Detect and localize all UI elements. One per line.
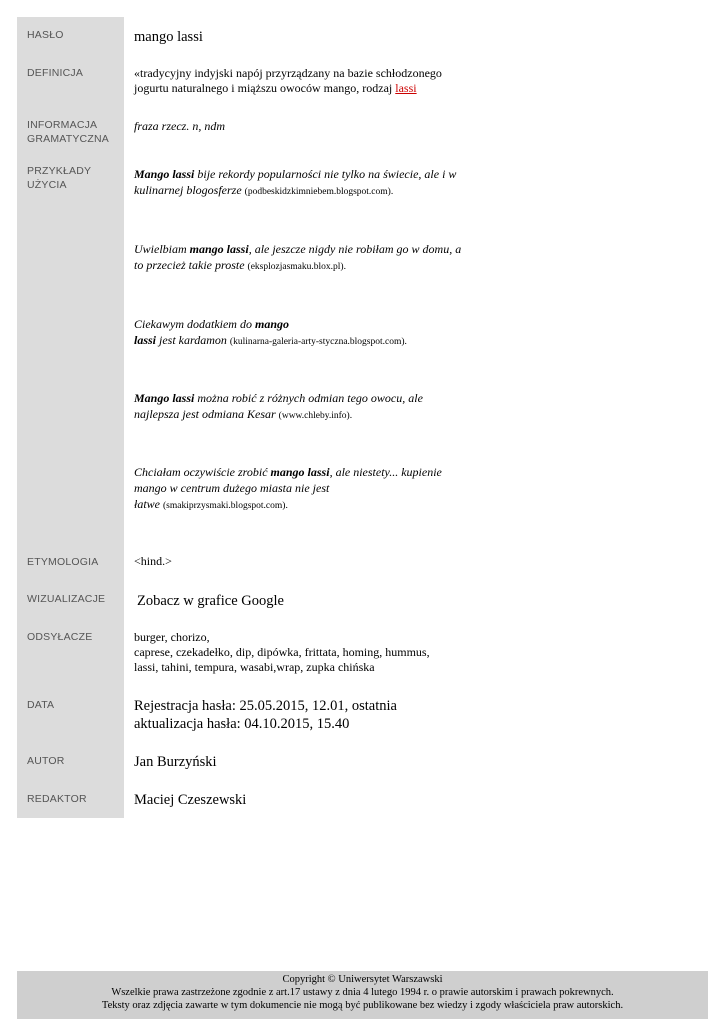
example-5-text-c: mango w centrum dużego miasta nie jest bbox=[134, 481, 330, 495]
definition-line-1: «tradycyjny indyjski napój przyrządzany na bazie schłodzonego bbox=[134, 66, 442, 80]
example-4-text-b: najlepsza jest odmiana Kesar bbox=[134, 407, 279, 421]
example-2-text-a: Uwielbiam bbox=[134, 242, 190, 256]
label-wizualizacje: WIZUALIZACJE bbox=[27, 593, 106, 605]
label-autor: AUTOR bbox=[27, 755, 65, 767]
footer-rights: Wszelkie prawa zastrzeżone zgodnie z art.17 ustawy z dnia 4 lutego 1994 r. o prawie autorskim i prawach pokrewnych. bbox=[111, 987, 614, 998]
example-3-text-b: jest kardamon bbox=[156, 333, 230, 347]
example-2-end: . bbox=[343, 262, 346, 272]
footer-copyright: Copyright © Uniwersytet Warszawski bbox=[282, 974, 443, 985]
cross-references-line-2: caprese, czekadełko, dip, dipówka, frittata, homing, hummus, bbox=[134, 645, 430, 659]
example-3-end: . bbox=[404, 337, 407, 347]
example-5-text-a: Chciałam oczywiście zrobić bbox=[134, 465, 271, 479]
registration-date: Rejestracja hasła: 25.05.2015, 12.01, ostatnia bbox=[134, 698, 397, 714]
label-przyklady-line-2: UŻYCIA bbox=[27, 179, 67, 191]
example-4 bbox=[134, 390, 474, 424]
example-2 bbox=[134, 241, 474, 275]
lassi-link[interactable]: lassi bbox=[395, 81, 417, 95]
label-redaktor: REDAKTOR bbox=[27, 793, 87, 805]
example-1-text-a: bije rekordy popularności nie tylko na świecie, ale i w bbox=[194, 167, 457, 181]
label-odsylacze: ODSYŁACZE bbox=[27, 631, 93, 643]
definition bbox=[134, 66, 474, 96]
example-2-source: (eksplozjasmaku.blox.pl) bbox=[247, 262, 344, 272]
etymology: <hind.> bbox=[134, 554, 172, 568]
example-3 bbox=[134, 316, 474, 350]
example-4-term: Mango lassi bbox=[134, 391, 195, 405]
label-informacja-gramatyczna bbox=[27, 118, 122, 146]
label-przyklady-uzycia bbox=[27, 164, 122, 192]
definition-text: jogurtu naturalnego i miąższu owoców mango, rodzaj bbox=[134, 81, 396, 95]
example-5-text-b: , ale niestety... kupienie bbox=[329, 465, 442, 479]
example-1-source: (podbeskidzkimniebem.blogspot.com) bbox=[244, 187, 391, 197]
grammar-info: fraza rzecz. n, ndm bbox=[134, 119, 226, 133]
update-date: aktualizacja hasła: 04.10.2015, 15.40 bbox=[134, 716, 350, 732]
definition-line-2 bbox=[134, 81, 474, 96]
example-5-term: mango lassi bbox=[270, 465, 330, 479]
example-5-source: (smakiprzysmaki.blogspot.com) bbox=[163, 501, 286, 511]
cross-references bbox=[134, 630, 474, 675]
example-5-text-d: łatwe bbox=[134, 497, 163, 511]
headword: mango lassi bbox=[134, 29, 203, 45]
label-haslo: HASŁO bbox=[27, 29, 64, 41]
example-2-term: mango lassi bbox=[189, 242, 249, 256]
example-4-end: . bbox=[349, 411, 353, 421]
example-5 bbox=[134, 464, 474, 514]
example-2-text-b: , ale jeszcze nigdy nie robiłam go w domu, a bbox=[248, 242, 462, 256]
example-2-text-c: to przecież takie proste bbox=[134, 258, 248, 272]
example-1-end: . bbox=[390, 187, 394, 197]
copyright-footer bbox=[17, 971, 708, 1019]
example-1 bbox=[134, 166, 474, 200]
label-informacja-line-1: INFORMACJA bbox=[27, 119, 98, 131]
label-przyklady-line-1: PRZYKŁADY bbox=[27, 165, 92, 177]
cross-references-line-3: lassi, tahini, tempura, wasabi,wrap, zupka chińska bbox=[134, 660, 375, 674]
google-images-link[interactable]: Zobacz w grafice Google bbox=[137, 593, 284, 609]
editor: Maciej Czeszewski bbox=[134, 792, 247, 808]
example-3-term-a: mango bbox=[254, 317, 289, 331]
label-data: DATA bbox=[27, 699, 55, 711]
footer-notice: Teksty oraz zdjęcia zawarte w tym dokumencie nie mogą być publikowane bez wiedzy i zgody właściciela praw autorskich. bbox=[101, 1000, 624, 1011]
example-4-text-a: można robić z różnych odmian tego owocu, ale bbox=[194, 391, 423, 405]
example-3-text-a: Ciekawym dodatkiem do bbox=[134, 317, 255, 331]
example-3-term-b: lassi bbox=[134, 333, 157, 347]
label-informacja-line-2: GRAMATYCZNA bbox=[27, 133, 109, 145]
cross-references-line-1: burger, chorizo, bbox=[134, 630, 210, 644]
example-1-text-b: kulinarnej blogosferze bbox=[134, 183, 245, 197]
example-4-source: (www.chleby.info) bbox=[278, 411, 350, 421]
example-3-source: (kulinarna-galeria-arty-styczna.blogspot.com) bbox=[229, 337, 405, 347]
label-etymologia: ETYMOLOGIA bbox=[27, 556, 99, 568]
label-definicja: DEFINICJA bbox=[27, 67, 84, 79]
example-5-end: . bbox=[285, 501, 288, 511]
example-1-term: Mango lassi bbox=[134, 167, 195, 181]
dates bbox=[134, 697, 434, 733]
author: Jan Burzyński bbox=[134, 754, 217, 770]
